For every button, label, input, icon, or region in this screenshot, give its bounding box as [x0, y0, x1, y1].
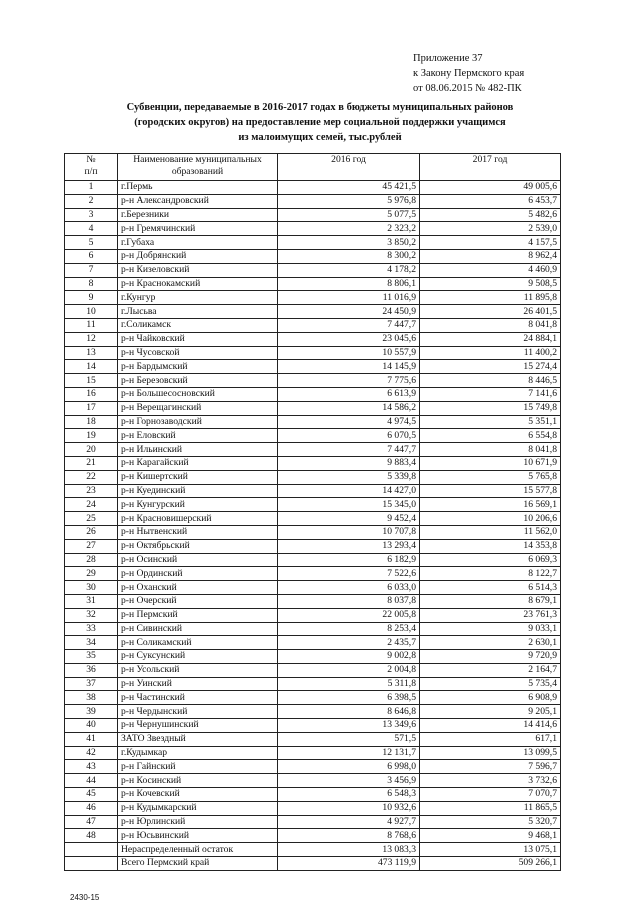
- table-row: [65, 732, 561, 746]
- table-row: [65, 222, 561, 236]
- amount-2017: 8 122,7: [420, 567, 561, 581]
- municipality-name: р-н Кунгурский: [118, 498, 278, 512]
- table-row: [65, 553, 561, 567]
- municipality-name: р-н Краснокамский: [118, 277, 278, 291]
- header-name: Наименование муниципальных образований: [118, 154, 278, 181]
- title-line-3: из малоимущих семей, тыс.рублей: [238, 132, 402, 143]
- municipality-name: р-н Пермский: [118, 608, 278, 622]
- amount-2016: 7 447,7: [278, 443, 420, 457]
- row-number: 7: [65, 263, 118, 277]
- table-row: [65, 594, 561, 608]
- amount-2016: 13 349,6: [278, 719, 420, 733]
- amount-2016: 9 452,4: [278, 512, 420, 526]
- table-row: [65, 498, 561, 512]
- amount-2016: 4 178,2: [278, 263, 420, 277]
- row-number: 22: [65, 470, 118, 484]
- table-row: [65, 249, 561, 263]
- row-number-empty: [65, 857, 118, 871]
- municipality-name: г.Березники: [118, 208, 278, 222]
- municipality-name: р-н Кудымкарский: [118, 801, 278, 815]
- municipality-name: р-н Осинский: [118, 553, 278, 567]
- amount-2017: 5 735,4: [420, 677, 561, 691]
- amount-2016: 7 775,6: [278, 374, 420, 388]
- row-number: 38: [65, 691, 118, 705]
- amount-2016: 4 974,5: [278, 415, 420, 429]
- amount-2016: 8 768,6: [278, 829, 420, 843]
- row-number: 29: [65, 567, 118, 581]
- table-row: [65, 332, 561, 346]
- amount-2017: 14 414,6: [420, 719, 561, 733]
- municipality-name: р-н Суксунский: [118, 650, 278, 664]
- amount-2017: 8 679,1: [420, 594, 561, 608]
- row-number: 47: [65, 815, 118, 829]
- municipality-name: г.Кунгур: [118, 291, 278, 305]
- municipality-name: р-н Ординский: [118, 567, 278, 581]
- table-row: [65, 801, 561, 815]
- table-row: [65, 181, 561, 195]
- amount-2016: 22 005,8: [278, 608, 420, 622]
- amount-2016: 8 300,2: [278, 249, 420, 263]
- row-number: 24: [65, 498, 118, 512]
- row-number: 41: [65, 732, 118, 746]
- amount-2017: 16 569,1: [420, 498, 561, 512]
- table-row: [65, 663, 561, 677]
- municipality-name: р-н Еловский: [118, 429, 278, 443]
- amount-2017: 4 460,9: [420, 263, 561, 277]
- unallocated-row: [65, 843, 561, 857]
- row-number: 33: [65, 622, 118, 636]
- amount-2017: 5 320,7: [420, 815, 561, 829]
- amount-2017: 3 732,6: [420, 774, 561, 788]
- row-number: 13: [65, 346, 118, 360]
- unallocated-2017: 13 075,1: [420, 843, 561, 857]
- amount-2017: 11 562,0: [420, 525, 561, 539]
- table-row: [65, 236, 561, 250]
- amount-2016: 5 311,8: [278, 677, 420, 691]
- row-number: 28: [65, 553, 118, 567]
- amount-2017: 49 005,6: [420, 181, 561, 195]
- unallocated-label: Нераспределенный остаток: [118, 843, 278, 857]
- municipality-name: г.Кудымкар: [118, 746, 278, 760]
- unallocated-2016: 13 083,3: [278, 843, 420, 857]
- amount-2017: 15 749,8: [420, 401, 561, 415]
- amount-2017: 15 577,8: [420, 484, 561, 498]
- municipality-name: ЗАТО Звездный: [118, 732, 278, 746]
- row-number: 4: [65, 222, 118, 236]
- amount-2017: 7 596,7: [420, 760, 561, 774]
- municipality-name: р-н Чусовской: [118, 346, 278, 360]
- municipality-name: р-н Куединский: [118, 484, 278, 498]
- amount-2017: 2 630,1: [420, 636, 561, 650]
- table-row: [65, 374, 561, 388]
- municipality-name: р-н Кизеловский: [118, 263, 278, 277]
- table-row: [65, 691, 561, 705]
- table-row: [65, 650, 561, 664]
- table-row: [65, 415, 561, 429]
- row-number: 17: [65, 401, 118, 415]
- appendix-number: Приложение 37: [413, 53, 483, 64]
- municipality-name: р-н Оханский: [118, 581, 278, 595]
- row-number: 8: [65, 277, 118, 291]
- amount-2017: 11 400,2: [420, 346, 561, 360]
- header-number: № п/п: [65, 154, 118, 181]
- table-row: [65, 318, 561, 332]
- municipality-name: р-н Сивинский: [118, 622, 278, 636]
- municipality-name: р-н Верещагинский: [118, 401, 278, 415]
- amount-2016: 6 070,5: [278, 429, 420, 443]
- amount-2017: 24 884,1: [420, 332, 561, 346]
- title-line-2: (городских округов) на предоставление мер социальной поддержки учащимся: [134, 117, 506, 128]
- table-row: [65, 760, 561, 774]
- header-year-2017: 2017 год: [420, 154, 561, 181]
- table-row: [65, 194, 561, 208]
- amount-2017: 11 895,8: [420, 291, 561, 305]
- total-2016: 473 119,9: [278, 857, 420, 871]
- amount-2017: 15 274,4: [420, 360, 561, 374]
- amount-2017: 4 157,5: [420, 236, 561, 250]
- amount-2017: 9 508,5: [420, 277, 561, 291]
- table-row: [65, 539, 561, 553]
- municipality-name: р-н Карагайский: [118, 456, 278, 470]
- municipality-name: р-н Березовский: [118, 374, 278, 388]
- row-number: 18: [65, 415, 118, 429]
- amount-2016: 14 586,2: [278, 401, 420, 415]
- amount-2016: 45 421,5: [278, 181, 420, 195]
- amount-2017: 2 164,7: [420, 663, 561, 677]
- municipality-name: г.Пермь: [118, 181, 278, 195]
- row-number: 31: [65, 594, 118, 608]
- row-number: 21: [65, 456, 118, 470]
- amount-2016: 6 398,5: [278, 691, 420, 705]
- amount-2016: 4 927,7: [278, 815, 420, 829]
- row-number: 14: [65, 360, 118, 374]
- row-number: 11: [65, 318, 118, 332]
- amount-2017: 9 205,1: [420, 705, 561, 719]
- row-number: 39: [65, 705, 118, 719]
- amount-2016: 7 522,6: [278, 567, 420, 581]
- amount-2016: 6 182,9: [278, 553, 420, 567]
- row-number: 3: [65, 208, 118, 222]
- municipality-name: р-н Александровский: [118, 194, 278, 208]
- table-row: [65, 815, 561, 829]
- municipality-name: р-н Усольский: [118, 663, 278, 677]
- row-number: 37: [65, 677, 118, 691]
- amount-2017: 10 671,9: [420, 456, 561, 470]
- table-row: [65, 208, 561, 222]
- table-row: [65, 346, 561, 360]
- document-title: [60, 100, 580, 145]
- table-row: [65, 429, 561, 443]
- header-year-2016: 2016 год: [278, 154, 420, 181]
- table-row: [65, 387, 561, 401]
- amount-2017: 5 351,1: [420, 415, 561, 429]
- row-number: 46: [65, 801, 118, 815]
- total-row: [65, 857, 561, 871]
- amount-2017: 7 141,6: [420, 387, 561, 401]
- total-label: Всего Пермский край: [118, 857, 278, 871]
- table-row: [65, 443, 561, 457]
- table-row: [65, 774, 561, 788]
- amount-2016: 8 037,8: [278, 594, 420, 608]
- amount-2016: 2 323,2: [278, 222, 420, 236]
- table-row: [65, 608, 561, 622]
- row-number: 12: [65, 332, 118, 346]
- amount-2017: 9 720,9: [420, 650, 561, 664]
- row-number: 40: [65, 719, 118, 733]
- amount-2017: 5 482,6: [420, 208, 561, 222]
- amount-2016: 23 045,6: [278, 332, 420, 346]
- table-row: [65, 636, 561, 650]
- amount-2017: 14 353,8: [420, 539, 561, 553]
- row-number: 34: [65, 636, 118, 650]
- amount-2016: 14 145,9: [278, 360, 420, 374]
- municipality-name: р-н Красновишерский: [118, 512, 278, 526]
- municipality-name: р-н Большесосновский: [118, 387, 278, 401]
- municipality-name: г.Лысьва: [118, 305, 278, 319]
- municipality-name: р-н Чайковский: [118, 332, 278, 346]
- row-number: 30: [65, 581, 118, 595]
- table-row: [65, 705, 561, 719]
- amount-2016: 8 806,1: [278, 277, 420, 291]
- table-row: [65, 470, 561, 484]
- amount-2016: 5 339,8: [278, 470, 420, 484]
- appendix-law: к Закону Пермского края: [413, 68, 525, 79]
- row-number: 2: [65, 194, 118, 208]
- amount-2017: 6 453,7: [420, 194, 561, 208]
- municipality-name: р-н Чернушинский: [118, 719, 278, 733]
- municipality-name: р-н Юсьвинский: [118, 829, 278, 843]
- amount-2017: 6 514,3: [420, 581, 561, 595]
- table-row: [65, 305, 561, 319]
- row-number: 6: [65, 249, 118, 263]
- amount-2016: 571,5: [278, 732, 420, 746]
- table-row: [65, 484, 561, 498]
- amount-2017: 6 069,3: [420, 553, 561, 567]
- amount-2016: 6 548,3: [278, 788, 420, 802]
- table-row: [65, 277, 561, 291]
- municipality-name: р-н Юрлинский: [118, 815, 278, 829]
- amount-2017: 10 206,6: [420, 512, 561, 526]
- municipality-name: р-н Кишертский: [118, 470, 278, 484]
- table-row: [65, 719, 561, 733]
- amount-2016: 6 613,9: [278, 387, 420, 401]
- amount-2016: 2 435,7: [278, 636, 420, 650]
- table-row: [65, 291, 561, 305]
- municipality-name: р-н Частинский: [118, 691, 278, 705]
- amount-2017: 8 041,8: [420, 318, 561, 332]
- amount-2016: 13 293,4: [278, 539, 420, 553]
- amount-2016: 12 131,7: [278, 746, 420, 760]
- amount-2017: 2 539,0: [420, 222, 561, 236]
- amount-2017: 5 765,8: [420, 470, 561, 484]
- row-number: 16: [65, 387, 118, 401]
- row-number-empty: [65, 843, 118, 857]
- amount-2017: 7 070,7: [420, 788, 561, 802]
- amount-2017: 23 761,3: [420, 608, 561, 622]
- table-row: [65, 525, 561, 539]
- amount-2017: 8 962,4: [420, 249, 561, 263]
- row-number: 15: [65, 374, 118, 388]
- title-line-1: Субвенции, передаваемые в 2016-2017 годах в бюджеты муниципальных районов: [126, 102, 514, 113]
- municipality-name: р-н Бардымский: [118, 360, 278, 374]
- appendix-reference: [413, 51, 633, 96]
- table-row: [65, 677, 561, 691]
- row-number: 20: [65, 443, 118, 457]
- amount-2017: 11 865,5: [420, 801, 561, 815]
- row-number: 9: [65, 291, 118, 305]
- table-row: [65, 746, 561, 760]
- row-number: 19: [65, 429, 118, 443]
- amount-2016: 3 850,2: [278, 236, 420, 250]
- municipality-name: р-н Гремячинский: [118, 222, 278, 236]
- table-row: [65, 581, 561, 595]
- amount-2016: 6 998,0: [278, 760, 420, 774]
- amount-2017: 8 041,8: [420, 443, 561, 457]
- municipality-name: р-н Чердынский: [118, 705, 278, 719]
- municipality-name: р-н Нытвенский: [118, 525, 278, 539]
- table-body: [65, 181, 561, 871]
- row-number: 48: [65, 829, 118, 843]
- municipality-name: р-н Кочевский: [118, 788, 278, 802]
- municipality-name: р-н Соликамский: [118, 636, 278, 650]
- amount-2016: 5 976,8: [278, 194, 420, 208]
- municipality-name: р-н Горнозаводский: [118, 415, 278, 429]
- row-number: 27: [65, 539, 118, 553]
- row-number: 44: [65, 774, 118, 788]
- municipality-name: р-н Октябрьский: [118, 539, 278, 553]
- municipality-name: р-н Уинский: [118, 677, 278, 691]
- row-number: 45: [65, 788, 118, 802]
- amount-2016: 11 016,9: [278, 291, 420, 305]
- row-number: 36: [65, 663, 118, 677]
- document-code: 2430-15: [70, 893, 100, 902]
- table-row: [65, 360, 561, 374]
- table-row: [65, 567, 561, 581]
- table-row: [65, 788, 561, 802]
- table-row: [65, 263, 561, 277]
- table-row: [65, 622, 561, 636]
- row-number: 32: [65, 608, 118, 622]
- row-number: 23: [65, 484, 118, 498]
- row-number: 1: [65, 181, 118, 195]
- municipality-name: г.Губаха: [118, 236, 278, 250]
- amount-2016: 3 456,9: [278, 774, 420, 788]
- amount-2017: 26 401,5: [420, 305, 561, 319]
- row-number: 5: [65, 236, 118, 250]
- amount-2016: 15 345,0: [278, 498, 420, 512]
- appendix-law-date: от 08.06.2015 № 482-ПК: [413, 83, 522, 94]
- amount-2016: 8 253,4: [278, 622, 420, 636]
- amount-2017: 617,1: [420, 732, 561, 746]
- amount-2017: 6 908,9: [420, 691, 561, 705]
- amount-2016: 24 450,9: [278, 305, 420, 319]
- row-number: 26: [65, 525, 118, 539]
- municipality-name: р-н Добрянский: [118, 249, 278, 263]
- amount-2016: 10 557,9: [278, 346, 420, 360]
- amount-2017: 13 099,5: [420, 746, 561, 760]
- table-row: [65, 512, 561, 526]
- total-2017: 509 266,1: [420, 857, 561, 871]
- amount-2016: 7 447,7: [278, 318, 420, 332]
- municipality-name: р-н Ильинский: [118, 443, 278, 457]
- table-header-row: [65, 154, 561, 181]
- municipality-name: г.Соликамск: [118, 318, 278, 332]
- municipality-name: р-н Гайнский: [118, 760, 278, 774]
- amount-2016: 9 002,8: [278, 650, 420, 664]
- amount-2017: 8 446,5: [420, 374, 561, 388]
- amount-2017: 9 033,1: [420, 622, 561, 636]
- table-row: [65, 401, 561, 415]
- amount-2016: 2 004,8: [278, 663, 420, 677]
- subsidy-table: [64, 153, 561, 871]
- amount-2017: 6 554,8: [420, 429, 561, 443]
- amount-2016: 9 883,4: [278, 456, 420, 470]
- amount-2016: 10 707,8: [278, 525, 420, 539]
- row-number: 43: [65, 760, 118, 774]
- amount-2016: 5 077,5: [278, 208, 420, 222]
- municipality-name: р-н Очерский: [118, 594, 278, 608]
- row-number: 10: [65, 305, 118, 319]
- table-row: [65, 829, 561, 843]
- table-row: [65, 456, 561, 470]
- amount-2016: 6 033,0: [278, 581, 420, 595]
- row-number: 35: [65, 650, 118, 664]
- amount-2016: 8 646,8: [278, 705, 420, 719]
- row-number: 25: [65, 512, 118, 526]
- amount-2016: 14 427,0: [278, 484, 420, 498]
- row-number: 42: [65, 746, 118, 760]
- municipality-name: р-н Косинский: [118, 774, 278, 788]
- amount-2016: 10 932,6: [278, 801, 420, 815]
- amount-2017: 9 468,1: [420, 829, 561, 843]
